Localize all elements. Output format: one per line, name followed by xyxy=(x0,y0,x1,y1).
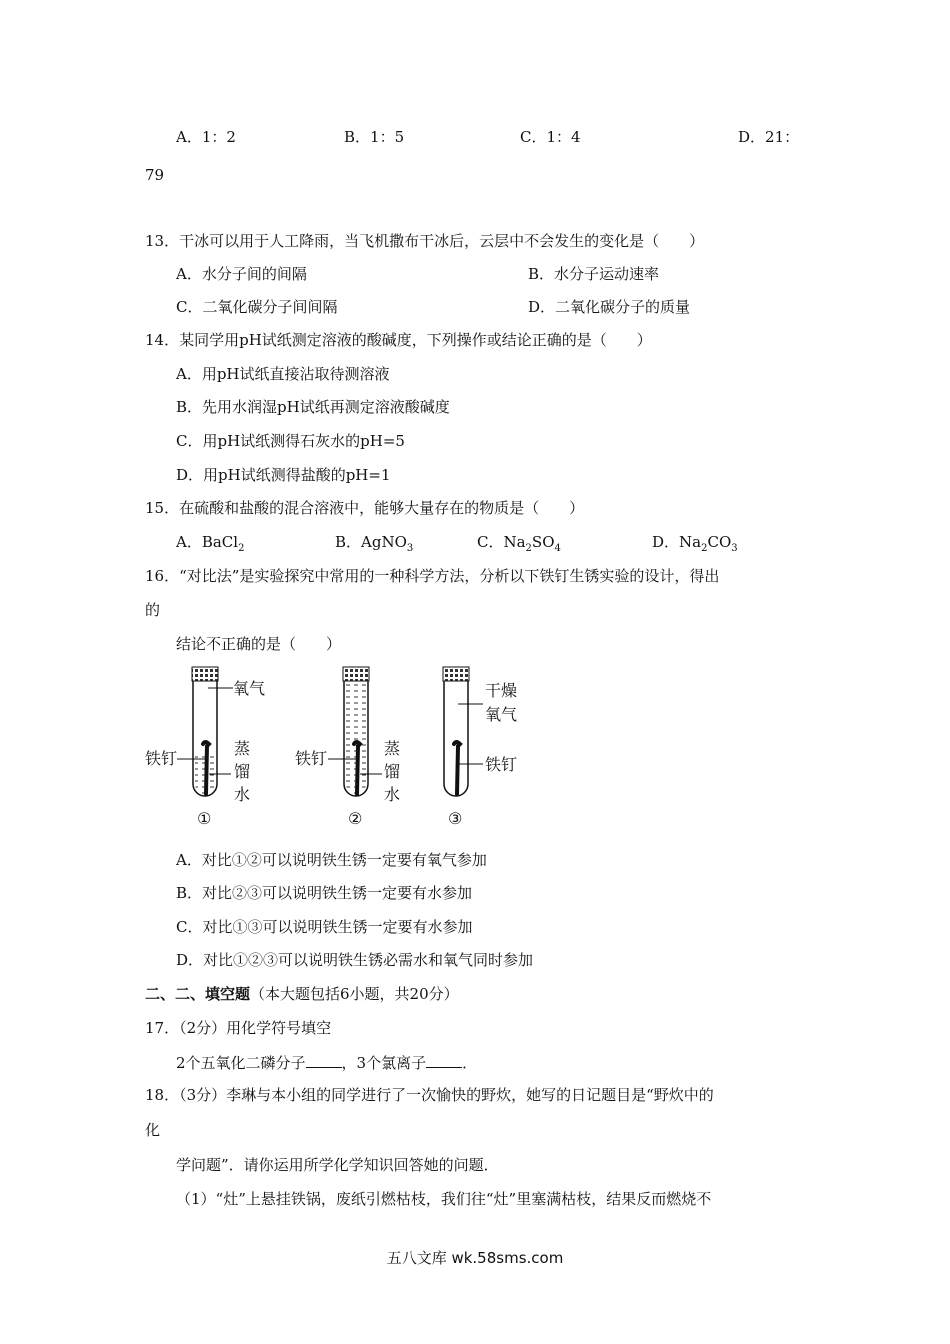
tube3-label-dry2: 氧气 xyxy=(485,705,518,724)
q15-option-d: D．$Na_2CO_3$ xyxy=(652,533,738,554)
q18-stem-wrap: 化 xyxy=(145,1121,161,1139)
q12-option-c: C．1：4 xyxy=(520,128,581,146)
tube3-label-nail: 铁钉 xyxy=(485,755,518,774)
q14-option-c: C．用pH试纸测得石灰水的pH=5 xyxy=(176,432,405,450)
iron-rust-experiment-figure xyxy=(145,664,565,834)
q13-stem: 13．干冰可以用于人工降雨，当飞机撒布干冰后，云层中不会发生的变化是（ ） xyxy=(145,232,705,250)
tube2-label-nail: 铁钉 xyxy=(295,749,328,768)
section-heading xyxy=(145,984,459,1004)
q17-stem: 17．（2分）用化学符号填空 xyxy=(145,1019,332,1037)
tube2-label-water2: 馏 xyxy=(384,762,401,781)
q15-option-c: C．$Na_2SO_4$ xyxy=(477,533,561,554)
q12-option-a: A．1：2 xyxy=(176,128,236,146)
q17-blank-2[interactable] xyxy=(426,1052,462,1068)
q16-option-d: D．对比①②③可以说明铁生锈必需水和氧气同时参加 xyxy=(176,951,534,969)
q18-stem-line2: 学问题”．请你运用所学化学知识回答她的问题． xyxy=(176,1156,499,1174)
tube1-label-water3: 水 xyxy=(234,785,251,804)
q15-stem: 15．在硫酸和盐酸的混合溶液中，能够大量存在的物质是（ ） xyxy=(145,499,585,517)
tube1-label-oxygen: 氧气 xyxy=(233,679,266,698)
q13-option-c: C．二氧化碳分子间间隔 xyxy=(176,298,338,316)
tube1-label-water2: 馏 xyxy=(234,762,251,781)
q15-option-b: B．AgNO$_3$ xyxy=(335,533,414,554)
q14-option-b: B．先用水润湿pH试纸再测定溶液酸碱度 xyxy=(176,398,450,416)
q17-blank-1[interactable] xyxy=(306,1052,342,1068)
q12-option-d-wrap: 79 xyxy=(145,166,165,184)
q16-option-c: C．对比①③可以说明铁生锈一定要有水参加 xyxy=(176,918,473,936)
q14-option-a: A．用pH试纸直接沾取待测溶液 xyxy=(176,365,390,383)
q12-option-b: B．1：5 xyxy=(344,128,405,146)
section-note: （本大题包括6小题，共20分） xyxy=(250,985,459,1003)
q18-stem-line1: 18．（3分）李琳与本小组的同学进行了一次愉快的野炊，她写的日记题目是“野炊中的 xyxy=(145,1086,714,1104)
tube3-number: ③ xyxy=(448,809,463,828)
q16-option-b: B．对比②③可以说明铁生锈一定要有水参加 xyxy=(176,884,473,902)
tube2-number: ② xyxy=(348,809,363,828)
q16-option-a: A．对比①②可以说明铁生锈一定要有氧气参加 xyxy=(176,851,487,869)
tube2-label-water3: 水 xyxy=(384,785,401,804)
test-tube-1 xyxy=(145,667,265,828)
tube1-label-water1: 蒸 xyxy=(234,739,251,758)
tube2-label-water1: 蒸 xyxy=(384,739,401,758)
q16-stem-line1: 16．“对比法”是实验探究中常用的一种科学方法，分析以下铁钉生锈实验的设计，得出 xyxy=(145,567,720,585)
footer-watermark: 五八文库 wk.58sms.com xyxy=(386,1249,564,1267)
q14-stem: 14．某同学用pH试纸测定溶液的酸碱度，下列操作或结论正确的是（ ） xyxy=(145,331,652,349)
q17-line: 2个五氧化二磷分子 ，3个氯离子 ． xyxy=(176,1054,478,1072)
q14-option-d: D．用pH试纸测得盐酸的pH=1 xyxy=(176,466,391,484)
test-tube-3 xyxy=(443,667,517,828)
tube1-number: ① xyxy=(197,809,212,828)
test-tube-2 xyxy=(295,667,400,828)
q18-sub1: （1）“灶”上悬挂铁锅，废纸引燃枯枝，我们往“灶”里塞满枯枝，结果反而燃烧不 xyxy=(176,1190,712,1208)
section-title: 二、二、填空题 xyxy=(145,985,251,1003)
q12-option-d: D．21： xyxy=(738,128,800,146)
tube1-label-nail: 铁钉 xyxy=(145,749,178,768)
q15-option-a: A．BaCl$_2$ xyxy=(176,533,245,554)
q13-option-b: B．水分子运动速率 xyxy=(528,265,660,283)
q13-option-a: A．水分子间的间隔 xyxy=(176,265,307,283)
tube3-label-dry1: 干燥 xyxy=(485,681,518,700)
q16-stem-wrap: 的 xyxy=(145,601,161,619)
q13-option-d: D．二氧化碳分子的质量 xyxy=(528,298,691,316)
q16-stem-line2: 结论不正确的是（ ） xyxy=(176,635,342,653)
